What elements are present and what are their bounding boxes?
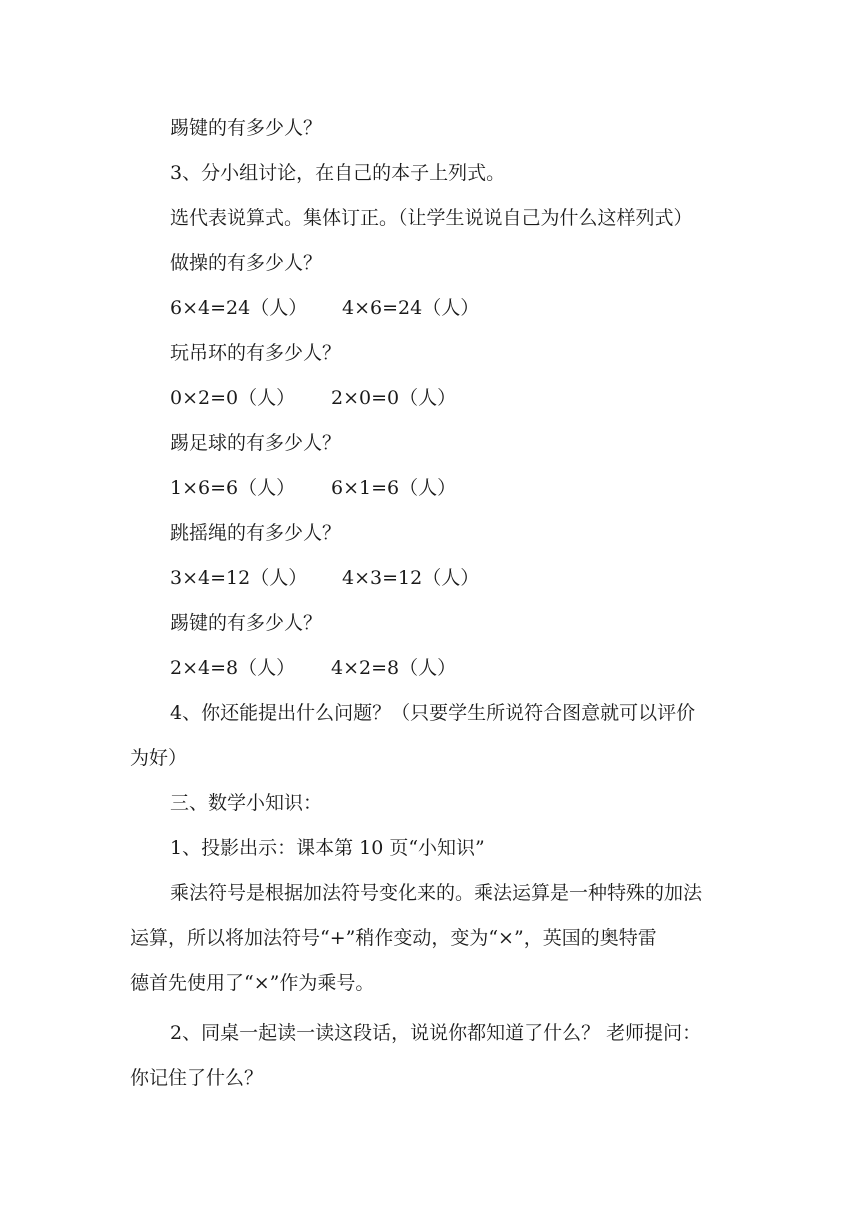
equation-row	[170, 567, 480, 589]
knowledge-paragraph-line-3: 德首先使用了“×”作为乘号。	[130, 972, 375, 994]
step-3-note: 选代表说算式。集体订正。（让学生说说自己为什么这样列式）	[170, 207, 693, 229]
equation-b: 4×2=8（人）	[331, 657, 457, 679]
step-4-continued: 为好）	[130, 747, 188, 769]
equation-b: 4×3=12（人）	[342, 567, 480, 589]
step-4: 4、你还能提出什么问题？（只要学生所说符合图意就可以评价	[170, 702, 696, 724]
equation-row	[170, 297, 480, 319]
question-zuqiu: 踢足球的有多少人？	[170, 432, 342, 454]
question-zuocao: 做操的有多少人？	[170, 252, 323, 274]
knowledge-step-1: 1、投影出示：课本第 10 页“小知识”	[170, 837, 485, 859]
question-tijian-2: 踢键的有多少人？	[170, 612, 323, 634]
equation-a: 0×2=0（人）	[170, 387, 296, 409]
equation-row	[170, 477, 457, 499]
knowledge-step-2: 2、同桌一起读一读这段话，说说你都知道了什么？ 老师提问：	[170, 1022, 702, 1044]
equation-row	[170, 657, 457, 679]
equation-row	[170, 387, 457, 409]
equation-b: 2×0=0（人）	[331, 387, 457, 409]
equation-a: 6×4=24（人）	[170, 297, 308, 319]
question-diaohuan: 玩吊环的有多少人？	[170, 342, 342, 364]
question-yaosheng: 跳摇绳的有多少人？	[170, 522, 342, 544]
equation-a: 1×6=6（人）	[170, 477, 296, 499]
question-tijian: 踢键的有多少人？	[170, 117, 323, 139]
equation-a: 2×4=8（人）	[170, 657, 296, 679]
equation-b: 4×6=24（人）	[342, 297, 480, 319]
section-heading: 三、数学小知识：	[170, 792, 323, 814]
knowledge-paragraph-line-1: 乘法符号是根据加法符号变化来的。乘法运算是一种特殊的加法	[170, 882, 703, 904]
equation-b: 6×1=6（人）	[331, 477, 457, 499]
knowledge-step-2-continued: 你记住了什么？	[130, 1067, 264, 1089]
equation-a: 3×4=12（人）	[170, 567, 308, 589]
step-3: 3、分小组讨论，在自己的本子上列式。	[170, 162, 506, 184]
knowledge-paragraph-line-2: 运算，所以将加法符号“+”稍作变动，变为“×”，英国的奥特雷	[130, 927, 657, 949]
